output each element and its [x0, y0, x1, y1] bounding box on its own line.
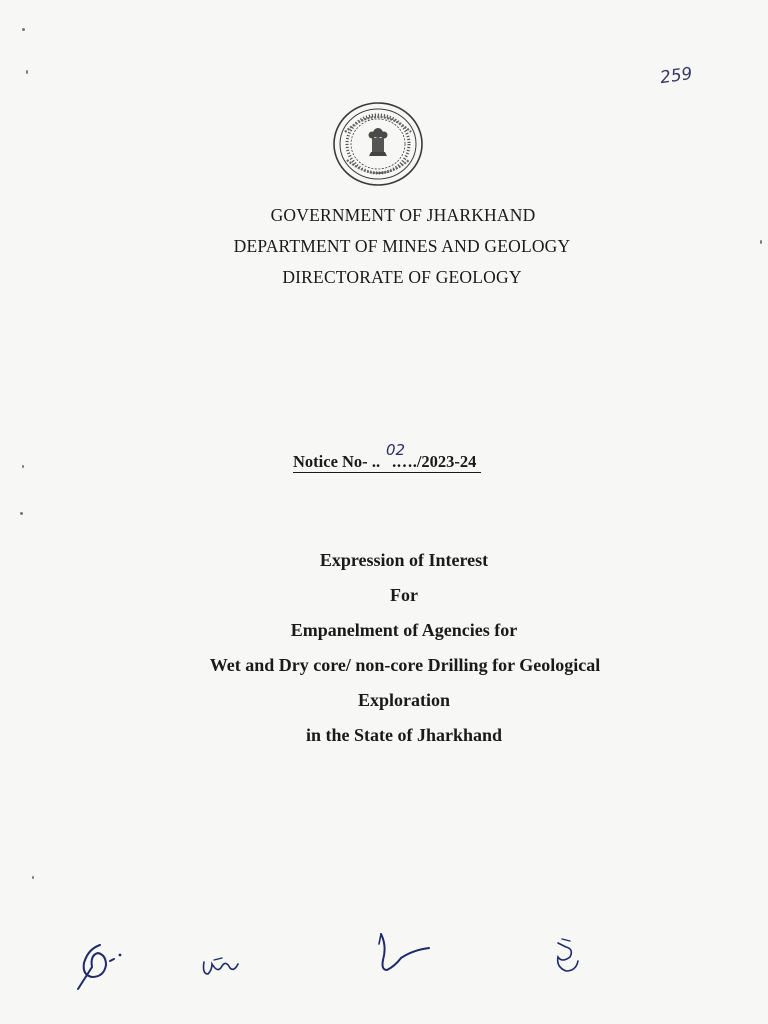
government-seal-icon — [331, 100, 425, 188]
department-header — [0, 200, 768, 293]
directorate-name: DIRECTORATE OF GEOLOGY — [282, 267, 522, 287]
scan-speck — [760, 240, 762, 244]
page-number: 259 — [658, 63, 694, 89]
title-line: Empanelment of Agencies for — [290, 620, 518, 640]
scan-speck — [32, 876, 34, 879]
title-line: Wet and Dry core/ non-core Drilling for Geological — [209, 655, 601, 675]
scan-speck — [22, 28, 25, 31]
notice-dots-before: .. — [371, 452, 381, 471]
handwritten-notice-number: 02 — [386, 441, 406, 459]
department-name: DEPARTMENT OF MINES AND GEOLOGY — [233, 236, 571, 256]
notice-prefix: Notice No- — [293, 452, 372, 471]
scan-speck — [22, 465, 24, 468]
document-title — [0, 545, 768, 755]
signature-mark-icon — [200, 950, 242, 980]
title-line: Expression of Interest — [319, 550, 489, 570]
signature-mark-icon — [373, 930, 433, 978]
scan-speck — [20, 512, 23, 515]
government-name: GOVERNMENT OF JHARKHAND — [270, 205, 536, 225]
title-line: Exploration — [357, 690, 450, 710]
scan-speck — [26, 70, 28, 74]
notice-number-line — [293, 441, 481, 472]
signature-mark-icon — [70, 935, 130, 995]
notice-dots-after: .…./2023-24 — [392, 452, 477, 471]
signature-mark-icon — [548, 935, 588, 977]
title-line: For — [390, 585, 418, 605]
title-line: in the State of Jharkhand — [305, 725, 503, 745]
